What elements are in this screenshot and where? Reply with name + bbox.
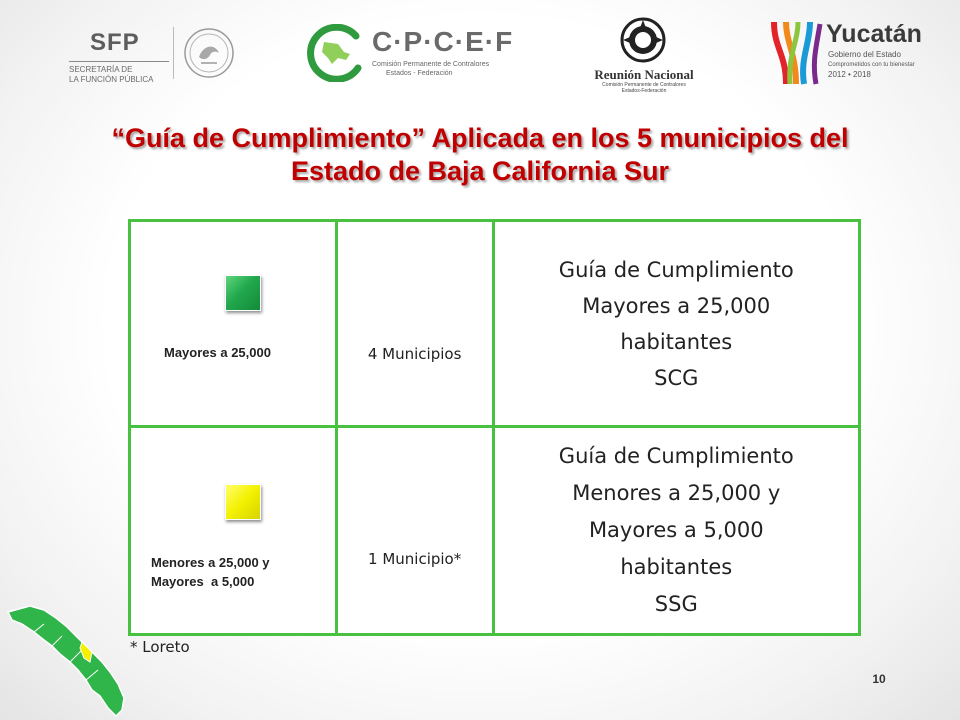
yucatan-logo-subtitle [828,50,922,80]
category-cell [130,221,337,427]
yucatan-logo-name: Yucatán [826,20,922,48]
sfp-logo-name: SFP [90,29,140,56]
table-row [130,427,860,635]
sfp-logo-subtitle [69,65,179,85]
cpcef-mexico-map-icon [304,24,366,82]
sfp-logo-separator [173,27,174,79]
cpcef-subtitle-line1: Comisión Permanente de Contralores [372,61,490,68]
baja-california-sur-map-icon [0,600,135,720]
description-line: SSG [654,592,698,616]
description-cell [493,221,859,427]
cpcef-logo-subtitle [372,60,502,78]
yellow-swatch [225,484,261,520]
description-line: SCG [654,365,699,390]
reunion-nacional-logo [588,16,700,94]
reunion-logo-subtitle: Comisión Permanente de Contralores Estados-Federación [602,82,686,94]
table-row [130,221,860,427]
footnote: * Loreto [130,638,190,656]
description-line: Guía de Cumplimiento [558,444,794,468]
yucatan-subtitle-line3: 2012 • 2018 [828,70,871,79]
municipality-count: 4 Municipios [367,345,462,363]
municipality-count: 1 Municipio* [368,550,462,568]
slide-title-line2: Estado de Baja California Sur [290,156,670,186]
category-label: Mayores a 5,000 [151,574,255,589]
category-cell [130,427,337,635]
slide-title-line1: “Guía de Cumplimiento” Aplicada en los 5 municipios del [111,123,849,153]
count-cell [336,427,493,635]
category-label: Menores a 25,000 y [151,555,270,570]
sfp-subtitle-line2: LA FUNCIÓN PÚBLICA [69,75,154,84]
municipality-table [128,219,861,636]
yucatan-subtitle-line2: Comprometidos con tu bienestar [828,62,915,68]
slide-title [20,122,940,188]
description-line: Menores a 25,000 y [572,481,781,505]
count-cell [336,221,493,427]
description-text [495,252,858,396]
yucatan-logo [768,18,922,88]
cpcef-subtitle-line2: Estados - Federación [386,70,453,77]
description-line: habitantes [620,329,733,354]
green-swatch [225,275,261,311]
cpcef-logo-name: C·P·C·E·F [372,26,514,57]
category-label: Mayores a 25,000 [164,345,271,360]
reunion-logo-name: Reunión Nacional [594,67,694,82]
description-cell [493,427,859,635]
description-text [495,438,858,623]
sfp-logo [55,25,285,85]
national-seal-icon [183,27,235,79]
page-number: 10 [872,672,886,686]
aztec-glyph-icon [610,16,676,68]
yucatan-ribbons-icon [768,18,824,88]
description-line: Guía de Cumplimiento [558,257,794,282]
cpcef-logo [300,20,514,85]
sfp-subtitle-line1: SECRETARÍA DE [69,65,133,74]
yucatan-subtitle-line1: Gobierno del Estado [828,50,901,59]
description-line: habitantes [620,555,733,579]
description-line: Mayores a 25,000 [582,293,771,318]
description-line: Mayores a 5,000 [588,518,764,542]
sfp-logo-rule [69,61,169,62]
